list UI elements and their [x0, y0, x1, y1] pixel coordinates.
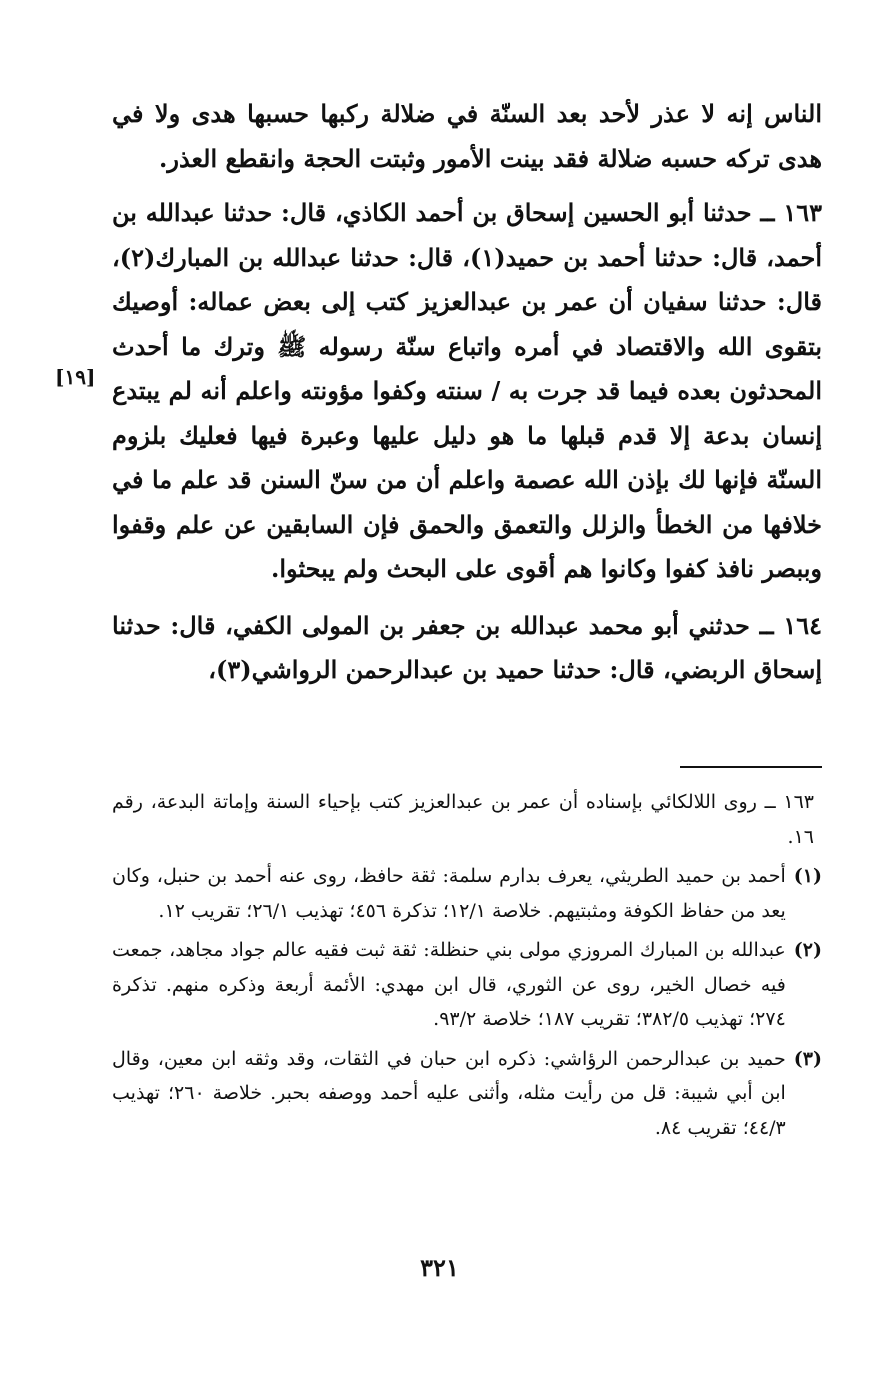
footnote-text: حميد بن عبدالرحمن الرؤاشي: ذكره ابن حبان في الثقات، وقد وثقه ابن معين، وقال ابن أبي شيبة: قل من رأيت مثله، وأثنى عليه أحمد ووصفه بحبر. خلاصة ٢٦٠؛ تهذيب ٤٤/٣؛ تقريب ٨٤.	[112, 1047, 786, 1139]
footnote-number: (٢)	[793, 939, 822, 961]
footnote-separator	[680, 766, 822, 768]
footnote-item	[112, 785, 822, 854]
footnotes	[112, 785, 822, 1150]
footnote-item	[112, 859, 822, 928]
footnote-number: (١)	[793, 865, 822, 887]
footnote-text: ١٦٣ ــ روى اللالكائي بإسناده أن عمر بن عبدالعزيز كتب بإحياء السنة وإماتة البدعة، رقم ١٦.	[112, 791, 814, 848]
footnote-text: أحمد بن حميد الطريثي، يعرف بدارم سلمة: ثقة حافظ، روى عنه أحمد بن حنبل، وكان يعد من حفاظ الكوفة ومثبتيهم. خلاصة ١٢/١؛ تذكرة ٤٥٦؛ تهذيب ٢٦/١؛ تقريب ١٢.	[112, 865, 786, 922]
footnote-number: (٣)	[793, 1047, 822, 1070]
paragraph-continuation: الناس إنه لا عذر لأحد بعد السنّة في ضلالة ركبها حسبها هدى ولا في هدى تركه حسبه ضلالة فقد بينت الأمور وثبتت الحجة وانقطع العذر.	[112, 99, 822, 173]
footnote-item	[112, 1042, 822, 1146]
footnote-text: عبدالله بن المبارك المروزي مولى بني حنظلة: ثقة ثبت فقيه عالم جواد مجاهد، جمعت فيه خصال الخير، روى عن الثوري، قال ابن مهدي: الأئمة أربعة وذكره منهم. تذكرة ٢٧٤؛ تهذيب ٣٨٢/٥؛ تقريب ١٨٧؛ خلاصة ٩٣/٢.	[112, 939, 786, 1030]
main-text	[112, 92, 822, 693]
manuscript-folio-marker: [١٩]	[55, 365, 96, 389]
paragraph-164: ١٦٤ ــ حدثني أبو محمد عبدالله بن جعفر بن المولى الكفي، قال: حدثنا إسحاق الربضي، قال: حدثنا حميد بن عبدالرحمن الرواشي(٣)،	[112, 610, 822, 684]
footnote-item	[112, 933, 822, 1037]
page-number: ٣٢١	[420, 1253, 459, 1282]
paragraph-163: ١٦٣ ــ حدثنا أبو الحسين إسحاق بن أحمد الكاذي، قال: حدثنا عبدالله بن أحمد، قال: حدثنا أحمد بن حميد(١)، قال: حدثنا عبدالله بن المبارك(٢)، قال: حدثنا سفيان أن عمر بن عبدالعزيز كتب إلى بعض عماله: أوصيك بتقوى الله والاقتصاد في أمره واتباع سنّة رسوله ﷺ وترك ما أحدث المحدثون بعده فيما قد جرت به / سنته وكفوا مؤونته واعلم أنه لم يبتدع إنسان بدعة إلا قدم قبلها ما هو دليل عليها وعبرة فيها فعليك بلزوم السنّة فإنها لك بإذن الله عصمة واعلم أن من سنّ السنن قد علم ما في خلافها من الخطأ والزلل والتعمق والحمق فإن السابقين عن علم وقفوا وببصر نافذ كفوا وكانوا هم أقوى على البحث ولم يبحثوا.	[112, 198, 822, 583]
